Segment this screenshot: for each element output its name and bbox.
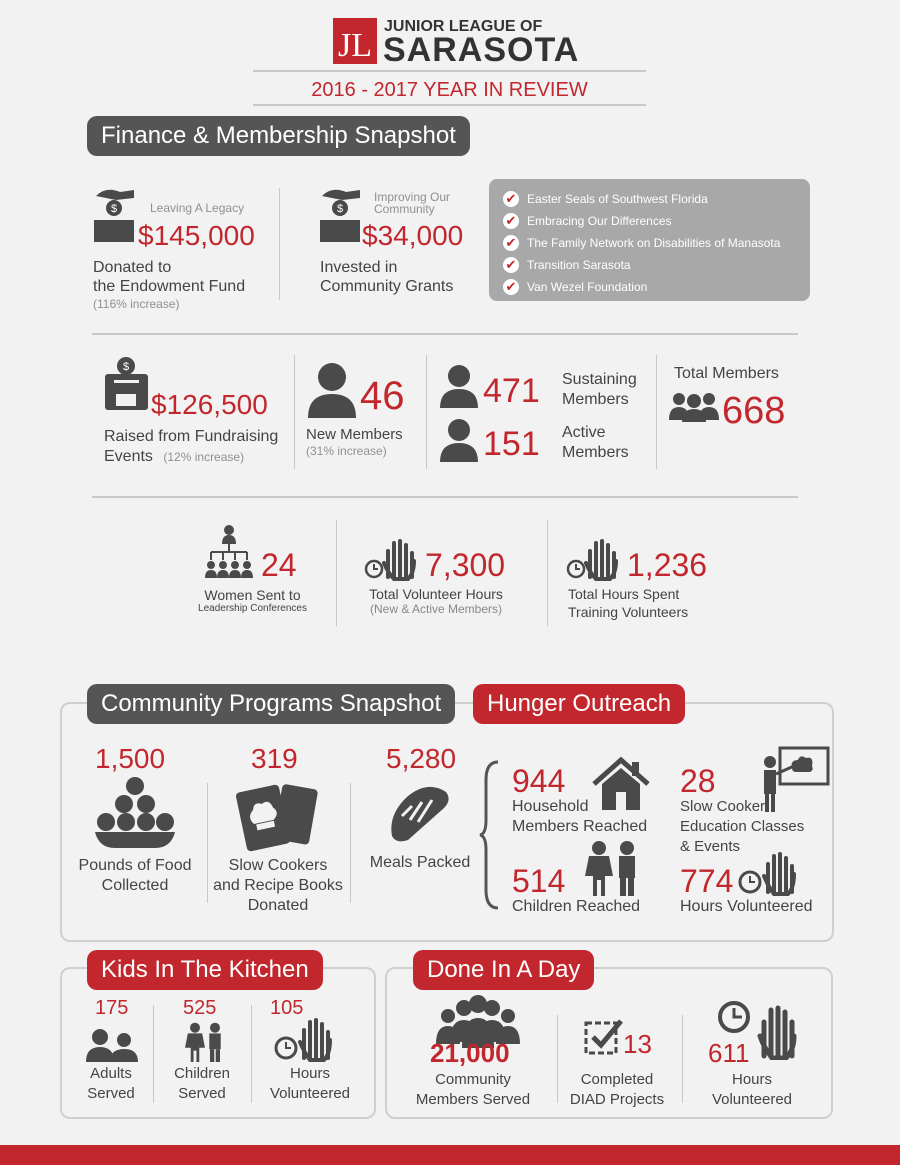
clock-hand-icon	[738, 850, 802, 896]
diad-projects-label-1: Completed	[580, 1071, 654, 1088]
divider	[350, 783, 351, 903]
divider	[153, 1005, 154, 1103]
diad-community-value: 21,000	[430, 1038, 510, 1068]
group-icon	[668, 390, 720, 422]
divider	[336, 520, 337, 626]
clock-hand-icon	[566, 537, 622, 581]
donation-box-icon	[104, 356, 149, 412]
bread-icon	[388, 784, 452, 842]
community-label-1: Invested in	[320, 259, 398, 276]
footer-bar	[0, 1145, 900, 1165]
hunger-heading: Hunger Outreach	[473, 684, 685, 724]
food-bowl-icon	[95, 776, 175, 850]
new-members-label: New Members	[306, 426, 403, 443]
diad-community-label-1: Community	[435, 1071, 511, 1088]
org-name-line1: JUNIOR LEAGUE OF	[384, 18, 543, 35]
volunteer-label-1: Total Volunteer Hours	[369, 586, 503, 602]
sustaining-label-1: Sustaining	[562, 371, 637, 388]
fundraising-note: (12% increase)	[163, 450, 245, 464]
svg-text:$: $	[122, 361, 130, 373]
meals-label: Meals Packed	[369, 854, 471, 871]
women-label-1: Women Sent to	[204, 587, 301, 603]
children-value: 514	[512, 863, 566, 899]
divider	[656, 355, 657, 469]
adults-label-1: Adults	[90, 1065, 132, 1082]
divider	[547, 520, 548, 626]
clock-hand-icon	[274, 1016, 338, 1062]
classes-value: 28	[680, 763, 716, 799]
list-item: ✔ The Family Network on Disabilities of Manasota	[503, 233, 780, 253]
fundraising-value: $126,500	[151, 389, 268, 420]
check-icon: ✔	[503, 235, 519, 251]
list-item: ✔ Embracing Our Differences	[503, 211, 672, 231]
food-label-2: Collected	[101, 877, 169, 894]
person-icon	[306, 362, 358, 418]
cookers-value: 319	[251, 743, 298, 774]
divider	[426, 355, 427, 469]
children-label: Children Reached	[512, 898, 641, 915]
diad-hours-value: 611	[708, 1038, 750, 1068]
check-box-icon	[583, 1017, 623, 1057]
donation-hand-icon	[318, 186, 363, 244]
sustaining-label-2: Members	[562, 391, 629, 408]
check-icon: ✔	[503, 257, 519, 273]
new-members-value: 46	[360, 374, 405, 418]
recipe-book-icon	[233, 778, 321, 856]
person-icon	[439, 418, 479, 462]
food-value: 1,500	[95, 743, 166, 774]
divider	[557, 1015, 558, 1103]
community-programs-heading: Community Programs Snapshot	[87, 684, 455, 724]
hunger-hours-label: Hours Volunteered	[680, 898, 813, 915]
community-caption-2: Community	[374, 202, 435, 216]
teacher-icon	[760, 744, 830, 814]
divider	[279, 188, 280, 300]
logo	[333, 18, 377, 64]
svg-text:$: $	[110, 203, 118, 215]
hunger-hours-value: 774	[680, 863, 734, 899]
donation-hand-icon	[92, 186, 137, 244]
legacy-value: $145,000	[138, 220, 255, 251]
adults-label-2: Served	[87, 1085, 135, 1102]
diad-hours-label-1: Hours	[731, 1071, 772, 1088]
training-label-2: Training Volunteers	[568, 604, 689, 620]
section-rule	[92, 333, 798, 335]
classes-label-2: Education Classes	[680, 818, 805, 835]
diad-projects-value: 13	[623, 1029, 652, 1059]
kids-hours-value: 105	[270, 997, 304, 1019]
house-icon	[592, 756, 650, 812]
household-label-2: Members Reached	[512, 818, 648, 835]
total-members-value: 668	[722, 390, 786, 432]
divider	[251, 1005, 252, 1103]
cookers-label-3: Donated	[247, 897, 309, 914]
volunteer-value: 7,300	[425, 547, 506, 583]
household-label-1: Household	[512, 798, 589, 815]
kids-heading: Kids In The Kitchen	[87, 950, 323, 990]
header-rule-bottom	[253, 104, 646, 106]
org-chart-icon	[203, 524, 255, 580]
total-members-label: Total Members	[674, 365, 779, 382]
community-value: $34,000	[362, 220, 464, 251]
grants-list	[489, 179, 810, 301]
section-rule	[92, 496, 798, 498]
org-name-line2: SARASOTA	[383, 31, 580, 69]
list-item: ✔ Van Wezel Foundation	[503, 277, 647, 297]
check-icon: ✔	[503, 191, 519, 207]
cookers-label-2: and Recipe Books	[213, 877, 343, 894]
check-icon: ✔	[503, 279, 519, 295]
kids-children-label-1: Children	[174, 1065, 230, 1082]
brace	[478, 760, 502, 910]
kids-children-label-2: Served	[178, 1085, 226, 1102]
diad-projects-label-2: DIAD Projects	[569, 1091, 665, 1108]
finance-heading: Finance & Membership Snapshot	[87, 116, 470, 156]
children-icon	[583, 840, 643, 896]
food-label-1: Pounds of Food	[78, 857, 192, 874]
adults-value: 175	[95, 997, 129, 1019]
check-icon: ✔	[503, 213, 519, 229]
legacy-caption: Leaving A Legacy	[150, 201, 245, 215]
divider	[294, 355, 295, 469]
svg-text:JL: JL	[338, 27, 372, 64]
active-label-2: Members	[562, 444, 629, 461]
meals-value: 5,280	[386, 743, 457, 774]
active-label-1: Active	[562, 424, 606, 441]
kids-hours-label-2: Volunteered	[269, 1085, 351, 1102]
legacy-label-2: the Endowment Fund	[93, 278, 246, 295]
svg-text:$: $	[336, 203, 344, 215]
fundraising-label-2: Events (12% increase)	[104, 448, 245, 465]
list-item: ✔ Easter Seals of Southwest Florida	[503, 189, 708, 209]
children-icon	[182, 1022, 228, 1062]
community-caption-1: Improving Our	[374, 190, 451, 204]
fundraising-label-1: Raised from Fundraising	[104, 428, 279, 445]
classes-label-3: & Events	[680, 838, 741, 855]
clock-hand-icon	[364, 537, 420, 581]
classes-label-1: Slow Cooker	[680, 798, 766, 815]
active-value: 151	[483, 425, 540, 463]
person-icon	[439, 364, 479, 408]
kids-hours-label-1: Hours	[289, 1065, 330, 1082]
volunteer-label-2: (New & Active Members)	[369, 602, 503, 616]
diad-community-label-2: Members Served	[415, 1091, 531, 1108]
training-label-1: Total Hours Spent	[568, 586, 680, 602]
women-label-2: Leadership Conferences	[198, 603, 307, 614]
list-item: ✔ Transition Sarasota	[503, 255, 631, 275]
household-value: 944	[512, 763, 566, 799]
community-label-2: Community Grants	[320, 278, 454, 295]
women-value: 24	[261, 547, 297, 583]
legacy-note: (116% increase)	[93, 297, 180, 311]
new-members-note: (31% increase)	[306, 444, 387, 458]
kids-children-value: 525	[183, 997, 217, 1019]
divider	[682, 1015, 683, 1103]
jl-logo-icon	[333, 18, 377, 64]
diad-heading: Done In A Day	[413, 950, 594, 990]
page-subtitle: 2016 - 2017 YEAR IN REVIEW	[311, 79, 588, 101]
group-icon	[86, 1028, 138, 1062]
legacy-label-1: Donated to	[93, 259, 172, 276]
diad-hours-label-2: Volunteered	[711, 1091, 793, 1108]
sustaining-value: 471	[483, 372, 540, 410]
cookers-label-1: Slow Cookers	[228, 857, 328, 874]
header-rule-top	[253, 70, 646, 72]
training-value: 1,236	[627, 547, 708, 583]
